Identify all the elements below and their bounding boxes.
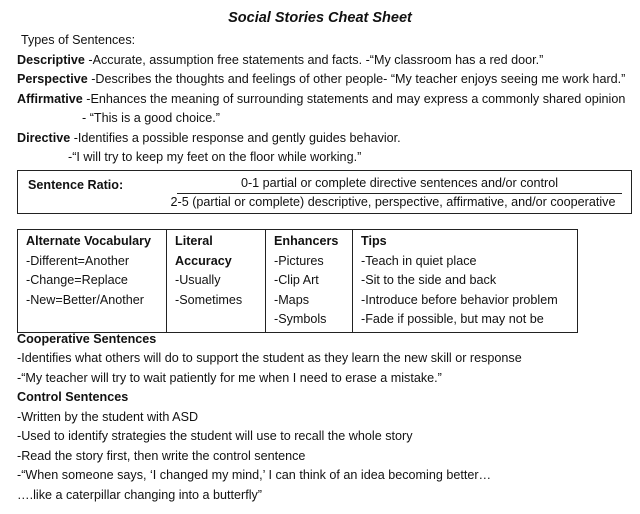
enhancers-item: -Maps [274, 292, 309, 307]
types-heading: Types of Sentences: [21, 33, 136, 47]
control-line: ….like a caterpillar changing into a butterfly” [17, 488, 263, 502]
tips-header: Tips [361, 234, 387, 248]
descriptive-line [17, 51, 543, 71]
cooperative-heading: Cooperative Sentences [17, 332, 157, 346]
alt-vocab-item: -New=Better/Another [26, 292, 144, 307]
control-line: -Written by the student with ASD [17, 410, 199, 424]
reference-table [17, 229, 578, 333]
accuracy-header: Accuracy [175, 253, 232, 268]
literal-item: -Usually [175, 273, 221, 288]
alt-vocab-item: -Change=Replace [26, 273, 128, 288]
affirmative-example: - “This is a good choice.” [82, 111, 220, 125]
alt-vocab-cell [18, 230, 167, 333]
literal-header: Literal [175, 234, 213, 248]
control-line: -Used to identify strategies the student will use to recall the whole story [17, 429, 413, 443]
tips-item: -Sit to the side and back [361, 273, 497, 288]
enhancers-item: -Pictures [274, 253, 324, 268]
affirmative-text: -Enhances the meaning of surrounding statements and may express a commonly shared opinion [82, 92, 626, 106]
affirmative-line [17, 90, 625, 110]
perspective-text: -Describes the thoughts and feelings of other people- “My teacher enjoys seeing me work hard.” [87, 72, 626, 86]
ratio-denominator: 2-5 (partial or complete) descriptive, perspective, affirmative, and/or cooperative [170, 195, 616, 209]
page-title: Social Stories Cheat Sheet [228, 10, 412, 26]
tips-item: -Fade if possible, but may not be [361, 312, 544, 327]
cooperative-line: -Identifies what others will do to support the student as they learn the new skill or response [17, 351, 522, 365]
directive-term: Directive [17, 131, 71, 145]
affirmative-term: Affirmative [17, 92, 83, 106]
sentence-ratio-box [17, 170, 632, 214]
ratio-numerator: 0-1 partial or complete directive sentences and/or control [240, 176, 559, 190]
tips-item: -Teach in quiet place [361, 253, 477, 268]
directive-text: -Identifies a possible response and gently guides behavior. [70, 131, 401, 145]
literal-cell [167, 230, 266, 333]
enhancers-header: Enhancers [274, 234, 339, 248]
control-line: -Read the story first, then write the control sentence [17, 449, 306, 463]
descriptive-term: Descriptive [17, 53, 85, 67]
control-line: -“When someone says, ‘I changed my mind,’ I can think of an idea becoming better… [17, 468, 492, 482]
tips-item: -Introduce before behavior problem [361, 292, 558, 307]
perspective-line [17, 70, 625, 90]
enhancers-item: -Clip Art [274, 273, 319, 288]
tips-cell [353, 230, 578, 333]
perspective-term: Perspective [17, 72, 88, 86]
directive-line [17, 129, 401, 149]
control-heading: Control Sentences [17, 390, 129, 404]
literal-item: -Sometimes [175, 292, 243, 307]
enhancers-item: -Symbols [274, 312, 327, 327]
directive-example: -“I will try to keep my feet on the floor while working.” [68, 150, 362, 164]
alt-vocab-header: Alternate Vocabulary [26, 234, 152, 248]
descriptive-text: -Accurate, assumption free statements and facts. -“My classroom has a red door.” [84, 53, 544, 67]
cooperative-line: -“My teacher will try to wait patiently for me when I need to erase a mistake.” [17, 371, 442, 385]
sentence-ratio-label: Sentence Ratio: [28, 178, 124, 192]
alt-vocab-item: -Different=Another [26, 253, 130, 268]
enhancers-cell [266, 230, 353, 333]
